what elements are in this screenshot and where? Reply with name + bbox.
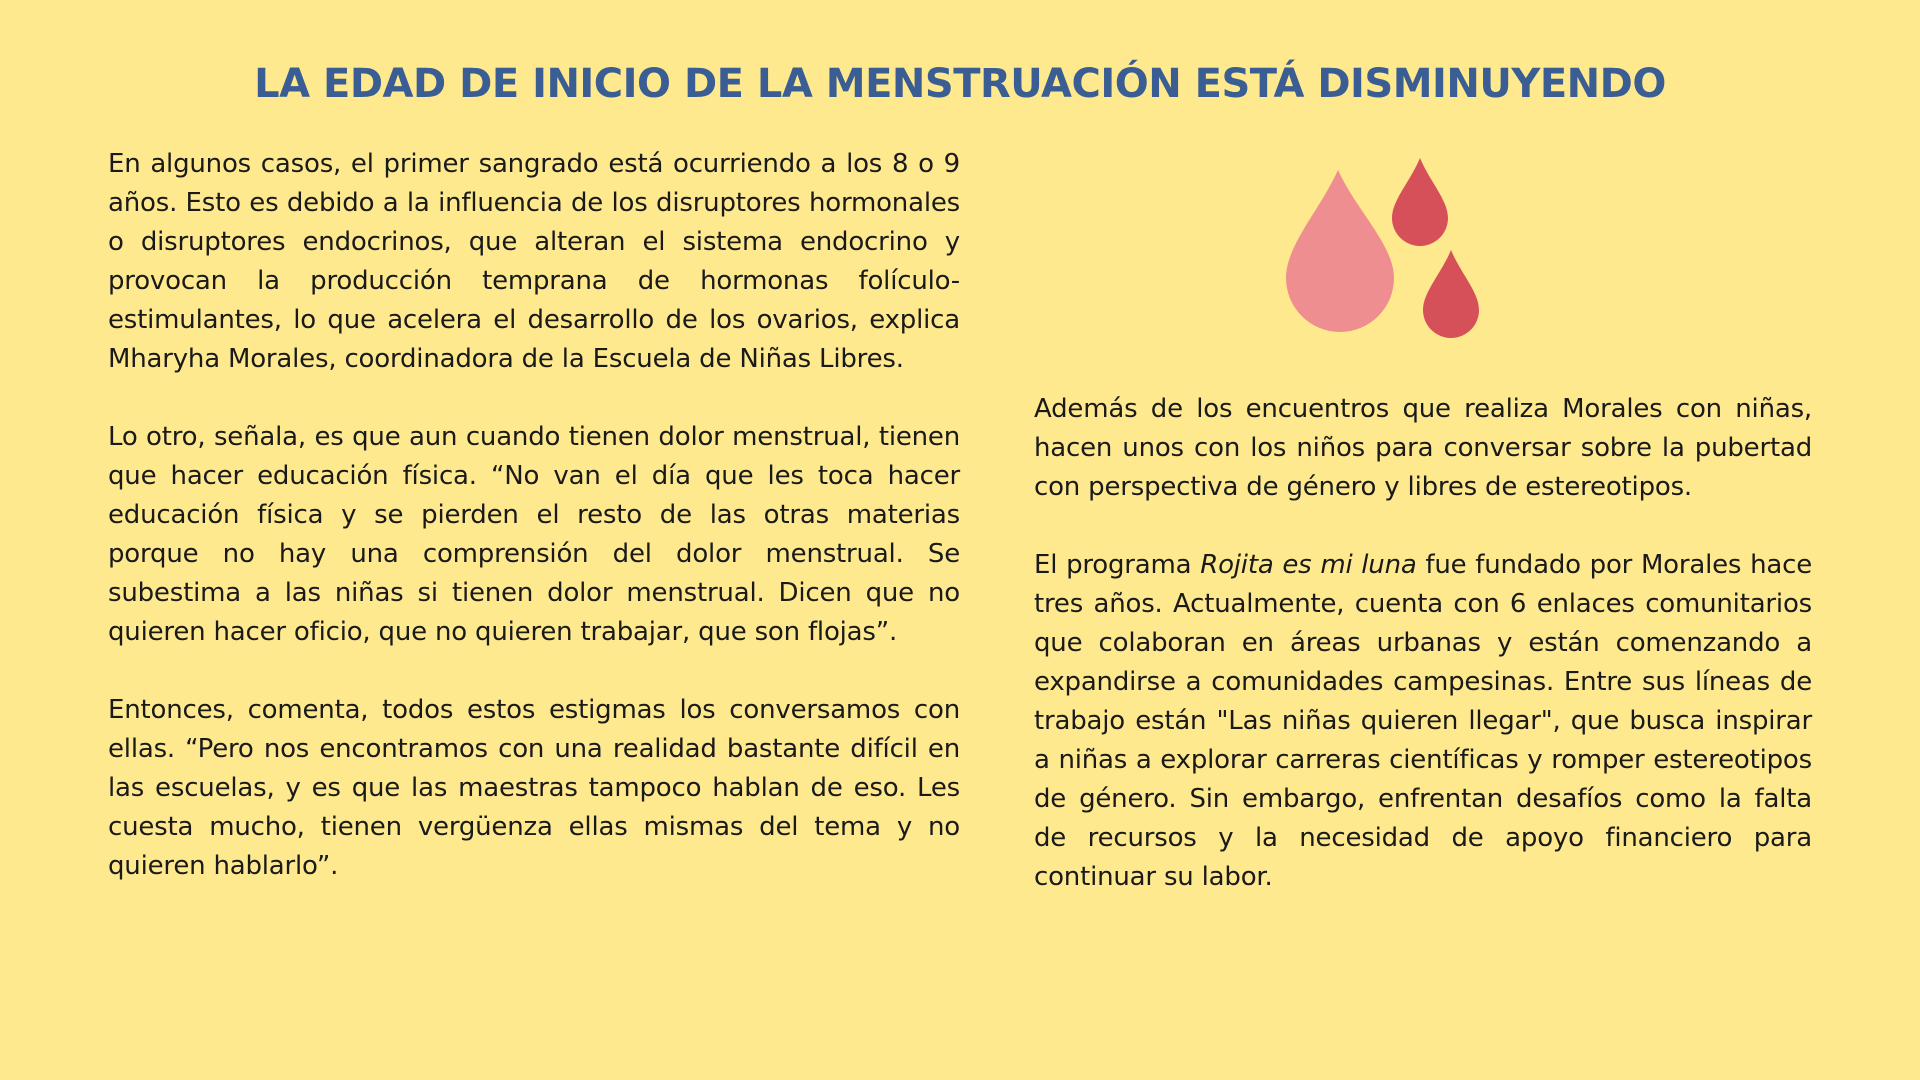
right-paragraph-2-rest: fue fundado por Morales hace tres años. Actualmente, cuenta con 6 enlaces comunitarios que colaboran en áreas urbanas y están comenzando a expandirse a comunidades campesinas. Entre sus líneas de trabajo están "Las niñas quieren llegar", que busca inspirar a niñas a explorar carreras científicas y romper estereotipos de género. Sin embargo, enfrentan desafíos como la falta de recursos y la necesidad de apoyo financiero para continuar su labor.: [1034, 550, 1812, 892]
left-paragraph-1: En algunos casos, el primer sangrado está ocurriendo a los 8 o 9 años. Esto es debido a la influencia de los disruptores hormonales o disruptores endocrinos, que alteran el sistema endocrino y provocan la producción temprana de hormonas folículo-estimulantes, lo que acelera el desarrollo de los ovarios, explica Mharyha Morales, coordinadora de la Escuela de Niñas Libres.: [108, 149, 960, 374]
page-title: LA EDAD DE INICIO DE LA MENSTRUACIÓN ESTÁ DISMINUYENDO: [254, 61, 1666, 107]
right-text-column: [1034, 390, 1812, 936]
right-paragraph-2: [1034, 546, 1812, 897]
large-drop-shape: [1286, 170, 1394, 332]
left-paragraph-3: Entonces, comenta, todos estos estigmas los conversamos con ellas. “Pero nos encontramos con una realidad bastante difícil en las escuelas, y es que las maestras tampoco hablan de eso. Les cuesta mucho, tienen vergüenza ellas mismas del tema y no quieren hablarlo”.: [108, 695, 960, 881]
small-drop-bottom-shape: [1423, 250, 1479, 338]
left-text-column: [108, 145, 960, 925]
left-paragraph-2: Lo otro, señala, es que aun cuando tienen dolor menstrual, tienen que hacer educación física. “No van el día que les toca hacer educación física y se pierden el resto de las otras materias porque no hay una comprensión del dolor menstrual. Se subestima a las niñas si tienen dolor menstrual. Dicen que no quieren hacer oficio, que no quieren trabajar, que son flojas”.: [108, 422, 960, 647]
right-paragraph-2-prefix: El programa: [1034, 550, 1201, 580]
blood-drops-icon: [1280, 150, 1490, 340]
right-paragraph-1: Además de los encuentros que realiza Morales con niñas, hacen unos con los niños para conversar sobre la pubertad con perspectiva de género y libres de estereotipos.: [1034, 394, 1812, 502]
program-name: Rojita es mi luna: [1200, 550, 1417, 580]
small-drop-top-shape: [1392, 158, 1448, 246]
